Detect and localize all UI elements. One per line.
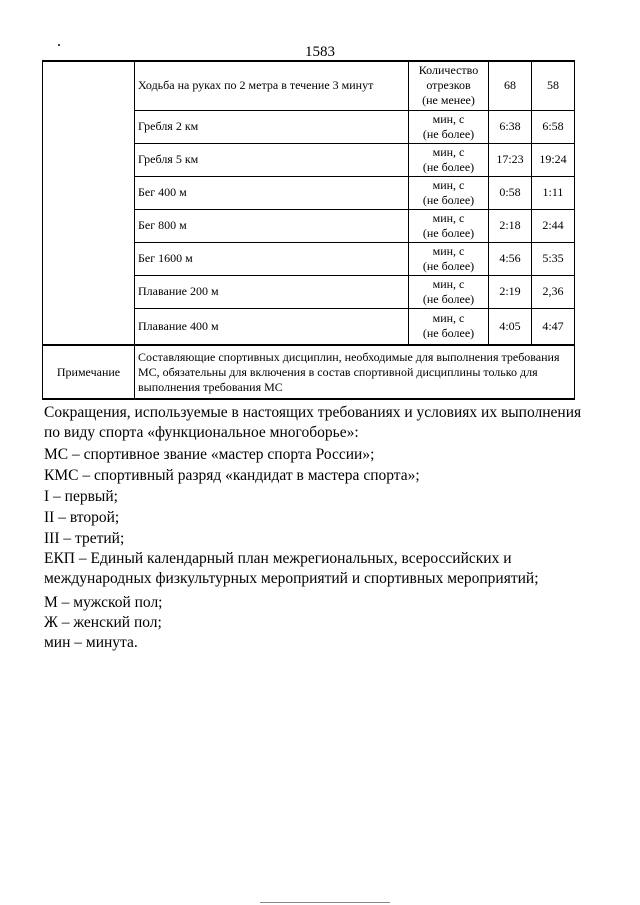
unit-line: (не более) [422,326,475,341]
unit-line: отрезков [426,78,471,93]
unit-cell [409,209,489,242]
men-value: 4:56 [489,242,532,275]
men-value: 2:18 [489,209,532,242]
women-value: 6:58 [532,110,575,143]
note-text: Составляющие спортивных дисциплин, необходимые для выполнения требования МС, обязательны для включения в состав спортивной дисциплины только для выполнения требования МС [135,345,575,399]
unit-line: мин, с [432,243,465,258]
women-value: 58 [532,61,575,110]
abbreviations-intro: Сокращения, используемые в настоящих требованиях и условиях их выполнения по виду спорта «функциональное многоборье»: [44,404,582,441]
discipline-cell: Бег 800 м [135,209,409,242]
unit-line: мин, с [432,210,465,225]
women-value: 4:47 [532,308,575,345]
discipline-cell: Бег 400 м [135,176,409,209]
abbreviation-item: МС – спортивное звание «мастер спорта России»; [44,446,375,463]
women-value: 2,36 [532,275,575,308]
unit-line: (не менее) [422,93,475,108]
note-label: Примечание [43,345,135,399]
women-value: 19:24 [532,143,575,176]
page-number: 1583 [305,44,335,60]
men-value: 4:05 [489,308,532,345]
unit-line: мин, с [432,144,465,159]
abbreviation-item: II – второй; [44,509,120,526]
unit-cell [409,143,489,176]
unit-line: мин, с [432,311,465,326]
men-value: 6:38 [489,110,532,143]
unit-line: мин, с [432,111,465,126]
abbreviation-item: КМС – спортивный разряд «кандидат в мастера спорта»; [44,467,420,484]
unit-line: мин, с [432,276,465,291]
empty-left-cell [43,61,135,345]
unit-line: Количество [418,63,479,78]
unit-line: (не более) [422,291,475,306]
unit-cell [409,61,489,110]
unit-cell [409,176,489,209]
abbreviation-item: I – первый; [44,488,118,505]
unit-cell [409,242,489,275]
discipline-cell: Плавание 400 м [135,308,409,345]
men-value: 17:23 [489,143,532,176]
women-value: 5:35 [532,242,575,275]
table-row [43,61,575,110]
unit-line: (не более) [422,258,475,273]
unit-line: мин, с [432,177,465,192]
unit-cell [409,275,489,308]
abbreviation-item: Ж – женский пол; [44,614,162,631]
discipline-cell: Гребля 5 км [135,143,409,176]
abbreviation-item: ЕКП – Единый календарный план межрегиональных, всероссийских и международных физкультурных мероприятий и спортивных мероприятий; [44,550,539,587]
women-value: 1:11 [532,176,575,209]
men-value: 68 [489,61,532,110]
discipline-cell: Бег 1600 м [135,242,409,275]
abbreviation-item: III – третий; [44,530,125,547]
requirements-table [42,60,575,400]
abbreviation-item: мин – минута. [44,634,138,651]
unit-line: (не более) [422,225,475,240]
unit-line: (не более) [422,126,475,141]
note-row [43,345,575,399]
discipline-cell: Плавание 200 м [135,275,409,308]
scan-edge-line [260,902,390,903]
discipline-cell: Ходьба на руках по 2 метра в течение 3 минут [135,61,409,110]
abbreviation-item: М – мужской пол; [44,594,163,611]
women-value: 2:44 [532,209,575,242]
men-value: 2:19 [489,275,532,308]
unit-cell [409,110,489,143]
unit-line: (не более) [422,159,475,174]
unit-cell [409,308,489,345]
men-value: 0:58 [489,176,532,209]
discipline-cell: Гребля 2 км [135,110,409,143]
unit-line: (не более) [422,192,475,207]
